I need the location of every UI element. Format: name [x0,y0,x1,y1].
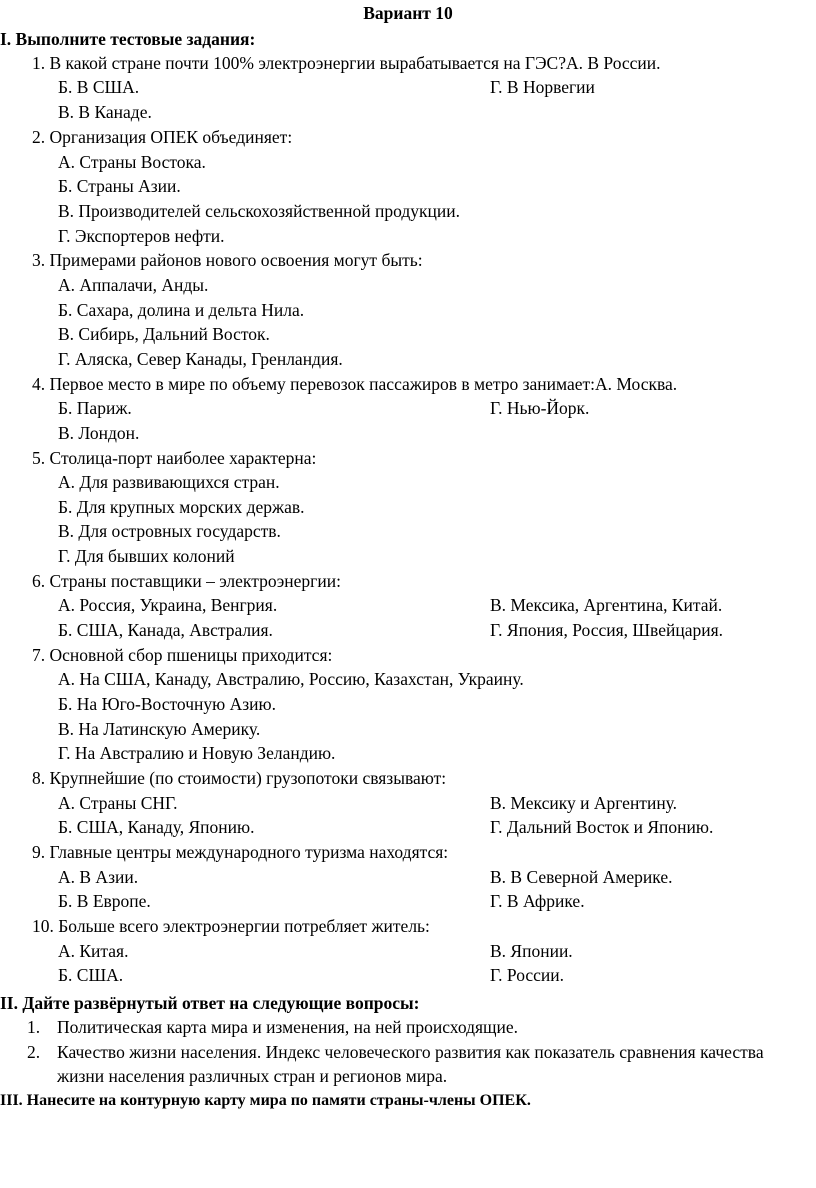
list-item-continuation: жизни населения различных стран и регионов мира. [57,1066,448,1086]
question-10: 10. Больше всего электроэнергии потребляет житель: [32,916,430,936]
option: Г. России. [490,965,565,985]
option: Г. На Австралию и Новую Зеландию. [58,743,336,763]
option: В. Для островных государств. [58,521,281,541]
option: Б. Сахара, долина и дельта Нила. [58,300,305,320]
question-6: 6. Страны поставщики – электроэнергии: [32,571,341,591]
page-title: Вариант 10 [363,3,453,23]
option: Б. США. [58,965,124,985]
list-item: Качество жизни населения. Индекс человеческого развития как показатель сравнения качества [57,1042,764,1062]
option: В. На Латинскую Америку. [58,719,261,739]
option: А. Аппалачи, Анды. [58,275,209,295]
option: Б. Страны Азии. [58,176,181,196]
list-number: 2. [27,1042,41,1062]
option: Б. В США. [58,77,140,97]
question-5: 5. Столица-порт наиболее характерна: [32,448,317,468]
option: А. Китая. [58,941,129,961]
question-2: 2. Организация ОПЕК объединяет: [32,127,293,147]
option: Б. В Европе. [58,891,151,911]
option: Б. Для крупных морских держав. [58,497,305,517]
question-7: 7. Основной сбор пшеницы приходится: [32,645,333,665]
question-9: 9. Главные центры международного туризма находятся: [32,842,449,862]
option: Г. Аляска, Север Канады, Гренландия. [58,349,343,369]
list-item: Политическая карта мира и изменения, на ней происходящие. [57,1017,519,1037]
option: В. Сибирь, Дальний Восток. [58,324,270,344]
list-number: 1. [27,1017,41,1037]
option: А. Страны СНГ. [58,793,178,813]
option: В. Мексику и Аргентину. [490,793,678,813]
option: Г. Япония, Россия, Швейцария. [490,620,724,640]
question-8: 8. Крупнейшие (по стоимости) грузопотоки связывают: [32,768,447,788]
option: Б. США, Канаду, Японию. [58,817,255,837]
option: Г. Дальний Восток и Японию. [490,817,714,837]
option: А. В Азии. [58,867,139,887]
option: А. Россия, Украина, Венгрия. [58,595,278,615]
option: В. Производителей сельскохозяйственной продукции. [58,201,461,221]
option: А. Для развивающихся стран. [58,472,280,492]
option: Б. На Юго-Восточную Азию. [58,694,276,714]
section-2-heading: II. Дайте развёрнутый ответ на следующие вопросы: [0,993,420,1013]
option: В. Японии. [490,941,573,961]
option: Г. В Норвегии [490,77,595,97]
question-3: 3. Примерами районов нового освоения могут быть: [32,250,423,270]
option: В. В Канаде. [58,102,152,122]
option: А. Страны Востока. [58,152,206,172]
option: Г. В Африке. [490,891,585,911]
section-1-heading: I. Выполните тестовые задания: [0,29,256,49]
option: А. На США, Канаду, Австралию, Россию, Казахстан, Украину. [58,669,524,689]
option: Г. Экспортеров нефти. [58,226,225,246]
option: Г. Для бывших колоний [58,546,235,566]
option: В. Лондон. [58,423,140,443]
option: В. В Северной Америке. [490,867,673,887]
question-4: 4. Первое место в мире по объему перевозок пассажиров в метро занимает:А. Москва. [32,374,678,394]
question-1: 1. В какой стране почти 100% электроэнергии вырабатывается на ГЭС?А. В России. [32,53,661,73]
option: Б. Париж. [58,398,132,418]
option: Б. США, Канада, Австралия. [58,620,273,640]
section-3-heading: III. Нанесите на контурную карту мира по памяти страны-члены ОПЕК. [0,1092,531,1109]
option: Г. Нью-Йорк. [490,398,590,418]
option: В. Мексика, Аргентина, Китай. [490,595,723,615]
